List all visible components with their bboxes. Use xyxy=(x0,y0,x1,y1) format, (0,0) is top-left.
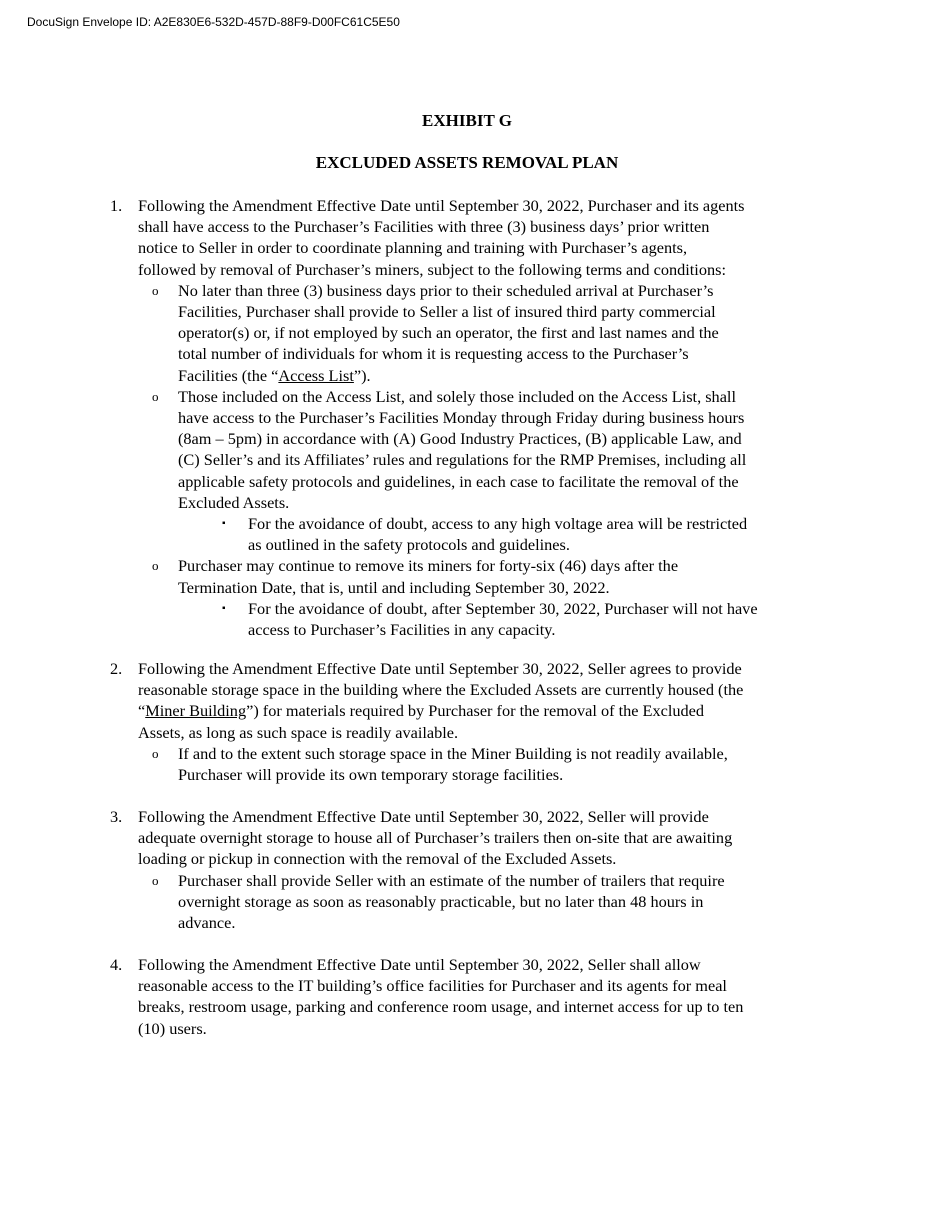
text-line: Purchaser shall provide Seller with an estimate of the number of trailers that require xyxy=(178,870,725,890)
section-2 xyxy=(110,658,830,785)
text-line: loading or pickup in connection with the removal of the Excluded Assets. xyxy=(138,849,617,869)
text-fragment: ”) for materials required by Purchaser for the removal of the Excluded xyxy=(246,701,705,721)
text-line xyxy=(178,365,830,386)
section-2-paragraph xyxy=(110,658,830,743)
text-fragment: Facilities (the “ xyxy=(178,365,279,385)
text-line: have access to the Purchaser’s Facilities Monday through Friday during business hours xyxy=(178,408,745,428)
text-line: No later than three (3) business days prior to their scheduled arrival at Purchaser’s xyxy=(178,280,714,300)
text-line: Following the Amendment Effective Date until September 30, 2022, Seller shall allow xyxy=(138,955,701,974)
text-line: Purchaser will provide its own temporary storage facilities. xyxy=(178,765,564,785)
section-4 xyxy=(110,954,830,1039)
section-1 xyxy=(110,195,830,640)
text-line: Purchaser may continue to remove its miners for forty-six (46) days after the xyxy=(178,556,679,576)
section-number: 2. xyxy=(110,659,123,678)
text-line: advance. xyxy=(178,913,236,933)
circle-bullet-icon: o xyxy=(152,745,159,761)
text-line: If and to the extent such storage space in the Miner Building is not readily available, xyxy=(178,743,728,763)
text-line: notice to Seller in order to coordinate planning and training with Purchaser’s agents, xyxy=(138,238,688,258)
text-fragment: ”). xyxy=(353,365,371,385)
text-line: reasonable storage space in the building where the Excluded Assets are currently housed (the xyxy=(138,680,744,700)
text-line: total number of individuals for whom it is requesting access to the Purchaser’s xyxy=(178,344,689,364)
defined-term-miner-building: Miner Building xyxy=(145,701,247,721)
text-line: For the avoidance of doubt, after September 30, 2022, Purchaser will not have xyxy=(248,598,758,618)
sub-item xyxy=(152,280,830,386)
section-number: 4. xyxy=(110,955,123,974)
text-line: applicable safety protocols and guidelines, in each case to facilitate the removal of the xyxy=(178,471,739,491)
sub-sub-item xyxy=(222,513,830,555)
text-line: Those included on the Access List, and solely those included on the Access List, shall xyxy=(178,386,736,406)
section-number: 1. xyxy=(110,196,123,215)
sub-item xyxy=(152,386,830,513)
text-line: Following the Amendment Effective Date until September 30, 2022, Purchaser and its agents xyxy=(138,196,745,215)
text-line: For the avoidance of doubt, access to any high voltage area will be restricted xyxy=(248,514,748,534)
text-line: followed by removal of Purchaser’s miners, subject to the following terms and conditions: xyxy=(138,259,726,279)
sub-sub-item xyxy=(222,598,830,640)
text-line: shall have access to the Purchaser’s Facilities with three (3) business days’ prior written xyxy=(138,217,710,237)
text-line: (10) users. xyxy=(138,1018,207,1038)
text-line: Facilities, Purchaser shall provide to Seller a list of insured third party commercial xyxy=(178,302,716,322)
exhibit-subtitle: EXCLUDED ASSETS REMOVAL PLAN xyxy=(315,153,619,172)
square-bullet-icon: ▪ xyxy=(222,518,226,530)
text-line: reasonable access to the IT building’s office facilities for Purchaser and its agents for meal xyxy=(138,976,727,996)
section-1-paragraph xyxy=(110,195,830,280)
defined-term-access-list: Access List xyxy=(278,365,354,385)
text-line: Following the Amendment Effective Date until September 30, 2022, Seller agrees to provide xyxy=(138,659,742,678)
sub-item xyxy=(152,743,830,785)
text-line: overnight storage as soon as reasonably practicable, but no later than 48 hours in xyxy=(178,891,704,911)
text-line: as outlined in the safety protocols and guidelines. xyxy=(248,535,570,555)
text-line: breaks, restroom usage, parking and conference room usage, and internet access for up to ten xyxy=(138,997,744,1017)
text-line: access to Purchaser’s Facilities in any capacity. xyxy=(248,620,556,640)
docusign-envelope-id: DocuSign Envelope ID: A2E830E6-532D-457D-88F9-D00FC61C5E50 xyxy=(27,15,400,29)
text-line: (8am – 5pm) in accordance with (A) Good Industry Practices, (B) applicable Law, and xyxy=(178,429,742,449)
text-line: adequate overnight storage to house all of Purchaser’s trailers then on-site that are awaiting xyxy=(138,828,733,848)
sub-item xyxy=(152,555,830,597)
text-line: Following the Amendment Effective Date until September 30, 2022, Seller will provide xyxy=(138,807,709,826)
circle-bullet-icon: o xyxy=(152,388,159,404)
section-4-paragraph xyxy=(110,954,830,1039)
circle-bullet-icon: o xyxy=(152,558,159,574)
text-line: Termination Date, that is, until and including September 30, 2022. xyxy=(178,577,610,597)
exhibit-title: EXHIBIT G xyxy=(422,111,512,130)
section-number: 3. xyxy=(110,807,123,826)
text-line: operator(s) or, if not employed by such an operator, the first and last names and the xyxy=(178,323,719,343)
text-fragment: “ xyxy=(138,701,146,721)
section-3-paragraph xyxy=(110,806,830,870)
square-bullet-icon: ▪ xyxy=(222,602,226,614)
circle-bullet-icon: o xyxy=(152,282,159,298)
text-line xyxy=(138,700,830,721)
sub-item xyxy=(152,870,830,934)
text-line: Excluded Assets. xyxy=(178,492,290,512)
circle-bullet-icon: o xyxy=(152,872,159,888)
text-line: (C) Seller’s and its Affiliates’ rules and regulations for the RMP Premises, including all xyxy=(178,450,747,470)
section-3 xyxy=(110,806,830,933)
text-line: Assets, as long as such space is readily available. xyxy=(138,722,459,742)
